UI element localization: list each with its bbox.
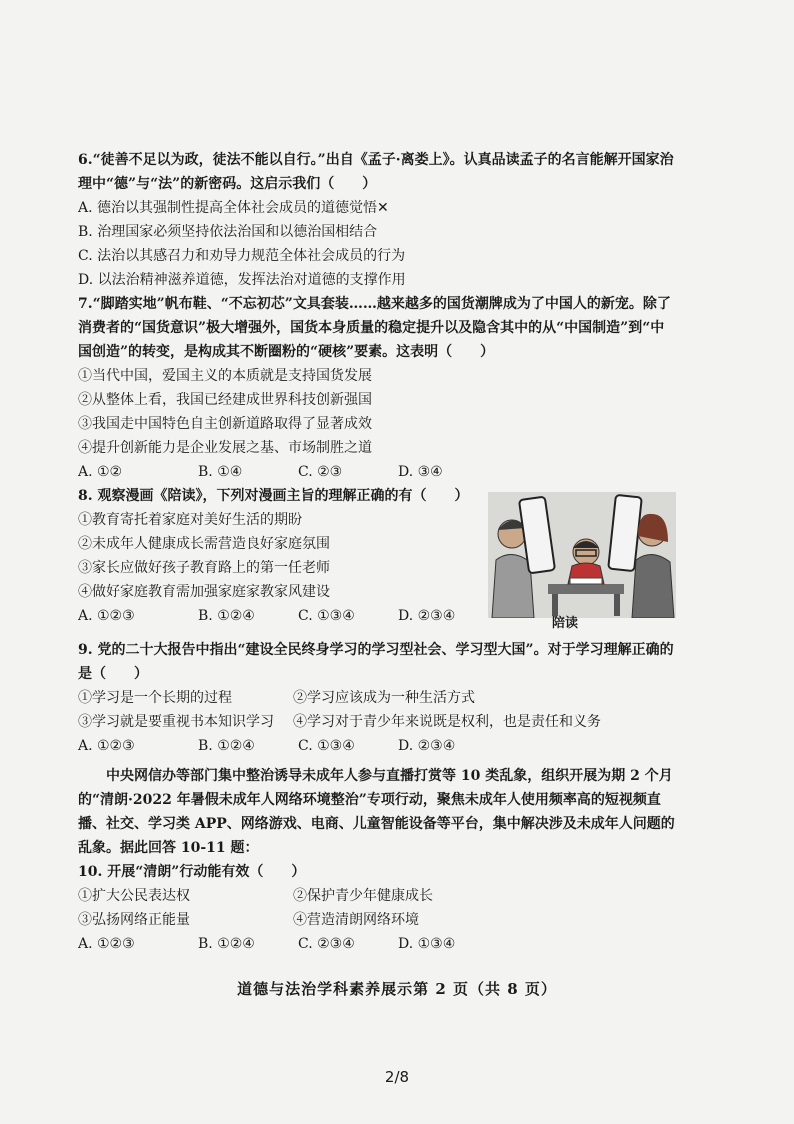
question-9-item-3: ③学习就是要重视书本知识学习 bbox=[78, 714, 274, 730]
question-10 bbox=[78, 860, 678, 956]
question-9-item-1: ①学习是一个长期的过程 bbox=[78, 690, 232, 706]
question-7-item-4: ④提升创新能力是企业发展之基、市场制胜之道 bbox=[78, 440, 372, 456]
question-6-option-d: D. 以法治精神滋养道德，发挥法治对道德的支撑作用 bbox=[78, 272, 406, 288]
question-7-item-3: ③我国走中国特色自主创新道路取得了显著成效 bbox=[78, 416, 372, 432]
question-9-item-2: ②学习应该成为一种生活方式 bbox=[293, 690, 475, 706]
question-10-answer-b: B. ①②④ bbox=[198, 936, 255, 952]
question-6-option-b: B. 治理国家必须坚持依法治国和以德治国相结合 bbox=[78, 224, 378, 240]
question-8 bbox=[78, 484, 678, 631]
question-7-answer-b: B. ①④ bbox=[198, 464, 243, 480]
question-10-item-2: ②保护青少年健康成长 bbox=[293, 888, 433, 904]
question-10-answers bbox=[78, 932, 678, 956]
question-10-item-1: ①扩大公民表达权 bbox=[78, 888, 190, 904]
question-10-item-4: ④营造清朗网络环境 bbox=[293, 912, 419, 928]
question-9-items-row-1 bbox=[78, 686, 678, 710]
question-7-answer-c: C. ②③ bbox=[298, 464, 343, 480]
question-10-item-3: ③弘扬网络正能量 bbox=[78, 912, 190, 928]
page-indicator: 2/8 bbox=[384, 1068, 410, 1086]
question-9-answers bbox=[78, 734, 678, 758]
question-8-answer-b: B. ①②④ bbox=[198, 608, 255, 624]
question-8-item-3: ③家长应做好孩子教育路上的第一任老师 bbox=[78, 560, 330, 576]
question-8-answer-d: D. ②③④ bbox=[398, 608, 456, 624]
cartoon-illustration bbox=[488, 492, 676, 618]
question-10-answer-a: A. ①②③ bbox=[78, 936, 135, 952]
question-7-answers bbox=[78, 460, 678, 484]
material-paragraph: 中央网信办等部门集中整治诱导未成年人参与直播打赏等 10 类乱象，组织开展为期 2 个月的“清朗·2022 年暑假未成年人网络环境整治”专项行动，聚焦未成年人使用频率高的短视频直播、社交、学习类 APP、网络游戏、电商、儿童智能设备等平台，集中解决涉及未成年人问题的乱象。据此回答 10-11 题： bbox=[78, 768, 675, 856]
question-8-item-2: ②未成年人健康成长需营造良好家庭氛围 bbox=[78, 536, 330, 552]
question-6-stem: 6.“徒善不足以为政，徒法不能以自行。”出自《孟子·离娄上》。认真品读孟子的名言能解开国家治理中“德”与“法”的新密码。这启示我们（ ） bbox=[78, 152, 674, 192]
question-10-items-row-2 bbox=[78, 908, 678, 932]
question-7-answer-a: A. ①② bbox=[78, 464, 123, 480]
question-9-answer-d: D. ②③④ bbox=[398, 738, 456, 754]
question-10-answer-c: C. ②③④ bbox=[298, 936, 355, 952]
question-7-item-2: ②从整体上看，我国已经建成世界科技创新强国 bbox=[78, 392, 372, 408]
question-6-option-a: A. 德治以其强制性提高全体社会成员的道德觉悟✕ bbox=[78, 200, 389, 216]
question-9-items-row-2 bbox=[78, 710, 678, 734]
question-area bbox=[78, 148, 678, 956]
question-8-item-1: ①教育寄托着家庭对美好生活的期盼 bbox=[78, 512, 302, 528]
question-8-item-4: ④做好家庭教育需加强家庭家教家风建设 bbox=[78, 584, 330, 600]
question-8-answer-c: C. ①③④ bbox=[298, 608, 355, 624]
question-10-items-row-1 bbox=[78, 884, 678, 908]
question-6 bbox=[78, 148, 678, 292]
question-9-answer-b: B. ①②④ bbox=[198, 738, 255, 754]
question-9-answer-a: A. ①②③ bbox=[78, 738, 135, 754]
question-7-stem: 7.“脚踏实地”帆布鞋、“不忘初芯”文具套装……越来越多的国货潮牌成为了中国人的新宠。除了消费者的“国货意识”极大增强外，国货本身质量的稳定提升以及隐含其中的从“中国制造”到“中国创造”的转变，是构成其不断圈粉的“硬核”要素。这表明（ ） bbox=[78, 296, 671, 360]
question-7-item-1: ①当代中国，爱国主义的本质就是支持国货发展 bbox=[78, 368, 372, 384]
question-8-answer-a: A. ①②③ bbox=[78, 608, 135, 624]
question-9-item-4: ④学习对于青少年来说既是权利，也是责任和义务 bbox=[293, 714, 601, 730]
question-6-option-c: C. 法治以其感召力和劝导力规范全体社会成员的行为 bbox=[78, 248, 406, 264]
question-10-stem: 10. 开展“清朗”行动能有效（ ） bbox=[78, 864, 306, 880]
question-9 bbox=[78, 638, 678, 758]
cartoon-caption: 陪读 bbox=[552, 616, 579, 631]
question-9-stem: 9. 党的二十大报告中指出“建设全民终身学习的学习型社会、学习型大国”。对于学习理解正确的是（ ） bbox=[78, 642, 674, 682]
page-footer: 道德与法治学科素养展示第 2 页（共 8 页） bbox=[237, 980, 557, 998]
question-9-answer-c: C. ①③④ bbox=[298, 738, 355, 754]
question-8-stem: 8. 观察漫画《陪读》，下列对漫画主旨的理解正确的有（ ） bbox=[78, 488, 469, 504]
question-7-answer-d: D. ③④ bbox=[398, 464, 443, 480]
question-7 bbox=[78, 292, 678, 484]
question-10-answer-d: D. ①③④ bbox=[398, 936, 456, 952]
